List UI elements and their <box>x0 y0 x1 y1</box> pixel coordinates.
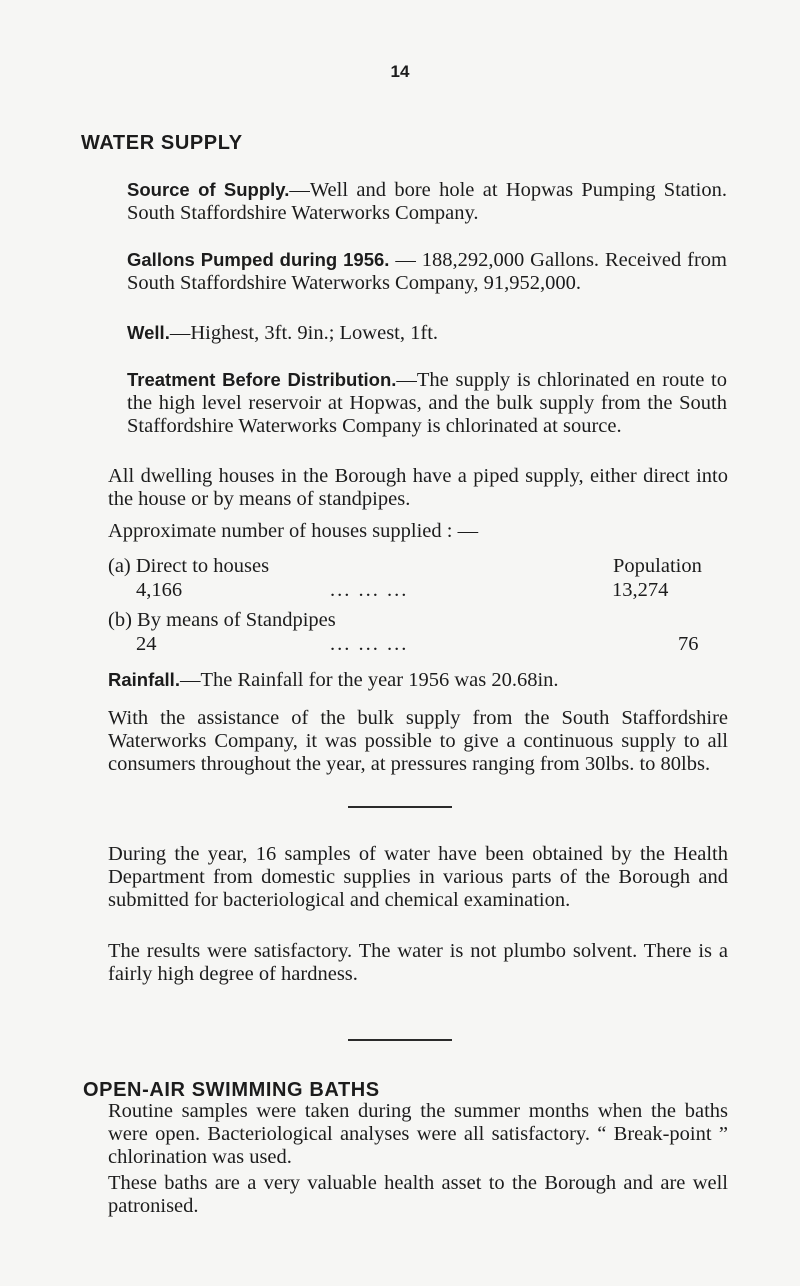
dwelling-houses-paragraph: All dwelling houses in the Borough have a piped supply, either direct into the house or by means of standpipes. <box>108 465 728 510</box>
source-of-supply-paragraph <box>127 178 727 225</box>
gallons-pumped-paragraph <box>127 248 727 295</box>
treatment-label: Treatment Before Distribution. <box>127 369 397 390</box>
gallons-pumped-text: — 188,292,000 Gallons. Received from South Staffordshire Waterworks Company, 91,952,000. <box>127 249 727 294</box>
row-b-label: (b) By means of Standpipes <box>108 609 336 631</box>
health-asset-paragraph: These baths are a very valuable health asset to the Borough and are well patronised. <box>108 1172 728 1217</box>
page-number: 14 <box>390 62 410 81</box>
row-a-houses: 4,166 <box>136 579 183 601</box>
samples-paragraph: During the year, 16 samples of water have been obtained by the Health Department from domestic supplies in various parts of the Borough and submitted for bacteriological and chemical examination. <box>108 843 728 911</box>
rainfall-label: Rainfall. <box>108 669 180 690</box>
section-divider <box>348 1039 452 1041</box>
well-text: —Highest, 3ft. 9in.; Lowest, 1ft. <box>169 322 439 344</box>
swimming-baths-heading: OPEN-AIR SWIMMING BATHS <box>83 1079 380 1101</box>
section-divider <box>348 806 452 808</box>
row-a-population: 13,274 <box>612 579 669 601</box>
treatment-paragraph <box>127 368 727 438</box>
rainfall-paragraph <box>108 668 728 692</box>
row-a-label: (a) Direct to houses <box>108 555 270 577</box>
row-b-population: 76 <box>678 633 699 655</box>
row-a-leader: ... ... ... <box>330 579 409 601</box>
well-label: Well. <box>127 322 170 343</box>
treatment-text: —The supply is chlorinated en route to the high level reservoir at Hopwas, and the bulk supply from the South Staffordshire Waterworks Company is chlorinated at source. <box>127 369 728 437</box>
source-of-supply-text: —Well and bore hole at Hopwas Pumping Station. South Staffordshire Waterworks Company. <box>127 179 727 224</box>
approximate-houses-line: Approximate number of houses supplied : — <box>108 520 479 542</box>
row-b-leader: ... ... ... <box>330 633 409 655</box>
well-paragraph <box>127 321 727 345</box>
results-paragraph: The results were satisfactory. The water is not plumbo solvent. There is a fairly high degree of hardness. <box>108 940 728 985</box>
population-column-header: Population <box>613 555 702 577</box>
gallons-pumped-label: Gallons Pumped during 1956. <box>127 249 390 270</box>
bulk-supply-paragraph: With the assistance of the bulk supply from the South Staffordshire Waterworks Company, it was possible to give a continuous supply to all consumers throughout the year, at pressures ranging from 30lbs. to 80lbs. <box>108 707 728 775</box>
water-supply-heading: WATER SUPPLY <box>81 132 243 154</box>
source-of-supply-label: Source of Supply. <box>127 179 290 200</box>
routine-samples-paragraph: Routine samples were taken during the summer months when the baths were open. Bacteriological analyses were all satisfactory. “ Break-point ” chlorination was used. <box>108 1100 728 1168</box>
rainfall-text: —The Rainfall for the year 1956 was 20.68in. <box>179 669 559 691</box>
row-b-houses: 24 <box>136 633 157 655</box>
